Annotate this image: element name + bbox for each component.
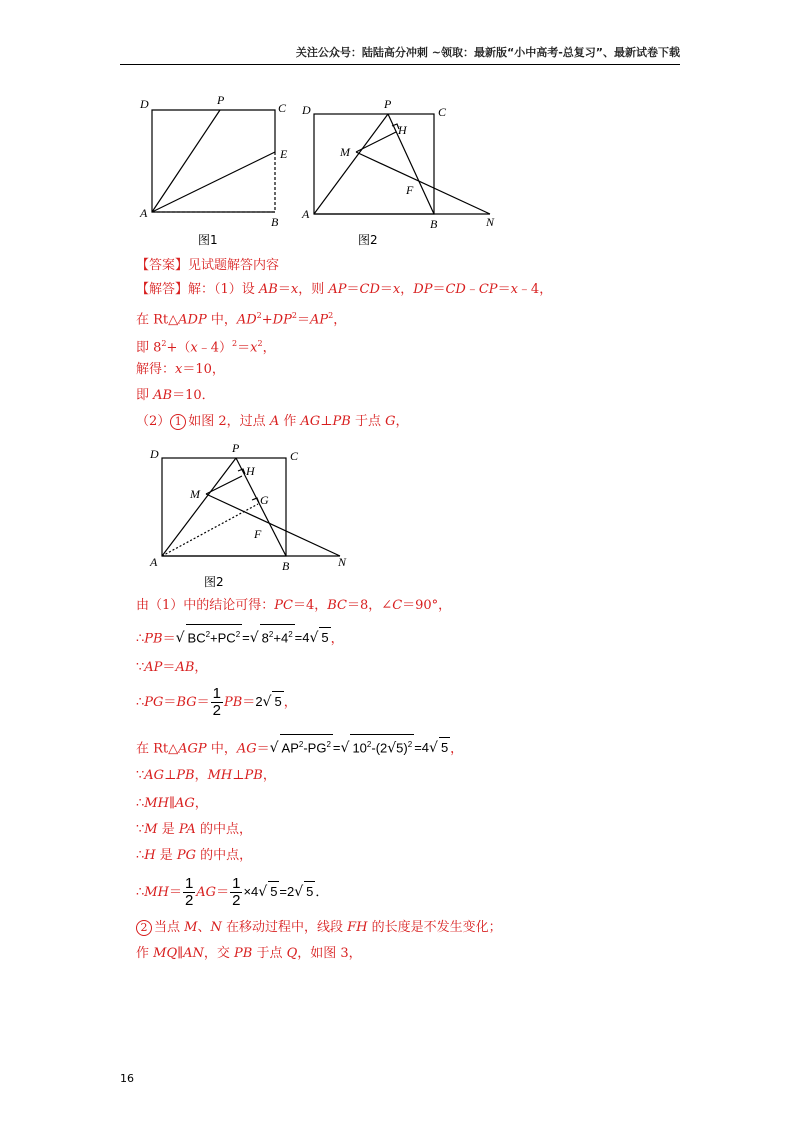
fig3-label-A: A <box>150 555 158 569</box>
fig2-label-C: C <box>438 105 447 119</box>
jieda-tag: 【解答】 <box>136 282 189 297</box>
fig2-label-P: P <box>384 97 392 111</box>
fig2-label-H: H <box>398 123 407 137</box>
fig1-caption: 图1 <box>198 233 218 247</box>
fig2-label-M: M <box>340 145 350 159</box>
solution-line-4: 解得：x＝10， <box>136 362 225 377</box>
fig3-label-D: D <box>150 447 159 461</box>
fig3-label-C: C <box>290 449 299 463</box>
fig3-label-G: G <box>260 493 269 507</box>
fig1-label-A: A <box>140 206 148 220</box>
solution-line-7: 由（1）中的结论可得：PC＝4，BC＝8，∠C＝90°， <box>136 598 452 613</box>
solution-line-8: ∴PB＝√ $BC^2+PC^2$ =√ $8^2+4^2 =4√$ 5 ， <box>136 624 344 649</box>
fig1-label-E: E <box>280 147 288 161</box>
solution-line-13: ∴MH∥AG， <box>136 796 208 811</box>
fig2-label-A: A <box>302 207 310 221</box>
solution-line-5: 即 AB＝10． <box>136 388 215 403</box>
answer-line <box>136 256 279 276</box>
fig3-label-N: N <box>338 555 347 569</box>
fig3-label-F: F <box>254 527 262 541</box>
fig3-label-B: B <box>282 559 290 573</box>
page-header <box>120 40 680 65</box>
solution-line-15: ∴H 是 PG 的中点， <box>136 848 253 863</box>
fig3-label-P: P <box>232 441 240 455</box>
solution-line-6: （2） 1 如图 2，过点 A 作 AG⊥PB 于点 G， <box>136 414 409 429</box>
figure-1 <box>132 92 312 252</box>
fig2-label-B: B <box>430 217 438 231</box>
fig1-label-C: C <box>278 101 287 115</box>
answer-tag: 【答案】 <box>136 258 189 273</box>
solution-line-18: 作 MQ∥AN，交 PB 于点 Q，如图 3， <box>136 946 362 961</box>
solution-line-12: ∵AG⊥PB，MH⊥PB， <box>136 768 276 783</box>
fig1-label-P: P <box>217 93 225 107</box>
fig2-label-F: F <box>406 183 414 197</box>
figure-3 <box>142 438 362 590</box>
fig1-label-B: B <box>271 215 279 229</box>
solution-line-10: ∴PG＝BG＝ $\frac{1}{2}$ PB＝2√ 5 ， <box>136 685 297 719</box>
figure-2 <box>300 92 510 252</box>
fig3-caption: 图2 <box>204 575 224 589</box>
solution-line-3: 即 $8^2+(x﹣4)^2=x^2$， <box>136 339 276 356</box>
solution-line-2: 在 Rt△ADP 中，$AD^2+DP^2=AP^2$， <box>136 311 347 328</box>
solution-line-11: 在 Rt△AGP 中，AG＝√ $AP^2-PG^2$ =√ $10^2-(2√5)^2 =4√$ 5 ， <box>136 734 463 759</box>
solution-line-16: ∴MH＝ $\frac{1}{2}$ AG＝ $\frac{1}{2}$ ×4√ 5 =2√ 5 ． <box>136 875 329 909</box>
fig2-caption: 图2 <box>358 233 378 247</box>
page-number: 16 <box>120 1072 134 1085</box>
solution-line-9: ∵AP＝AB， <box>136 660 208 675</box>
answer-text: 见试题解答内容 <box>188 258 280 273</box>
fig2-label-N: N <box>486 215 495 229</box>
solution-line-14: ∵M 是 PA 的中点， <box>136 822 252 837</box>
fig2-label-D: D <box>302 103 311 117</box>
fig3-label-H: H <box>246 464 255 478</box>
header-text: 关注公众号：陆陆高分冲刺 ~领取：最新版“小中高考-总复习”、最新试卷下载 <box>295 46 680 59</box>
solution-line-17: 2 当点 M、N 在移动过程中，线段 FH 的长度是不发生变化； <box>136 918 502 938</box>
solution-line-1: 【解答】解：（1）设 AB＝x，则 AP＝CD＝x，DP＝CD﹣CP＝x﹣4， <box>136 282 553 297</box>
fig1-label-D: D <box>140 97 149 111</box>
fig3-label-M: M <box>190 487 200 501</box>
